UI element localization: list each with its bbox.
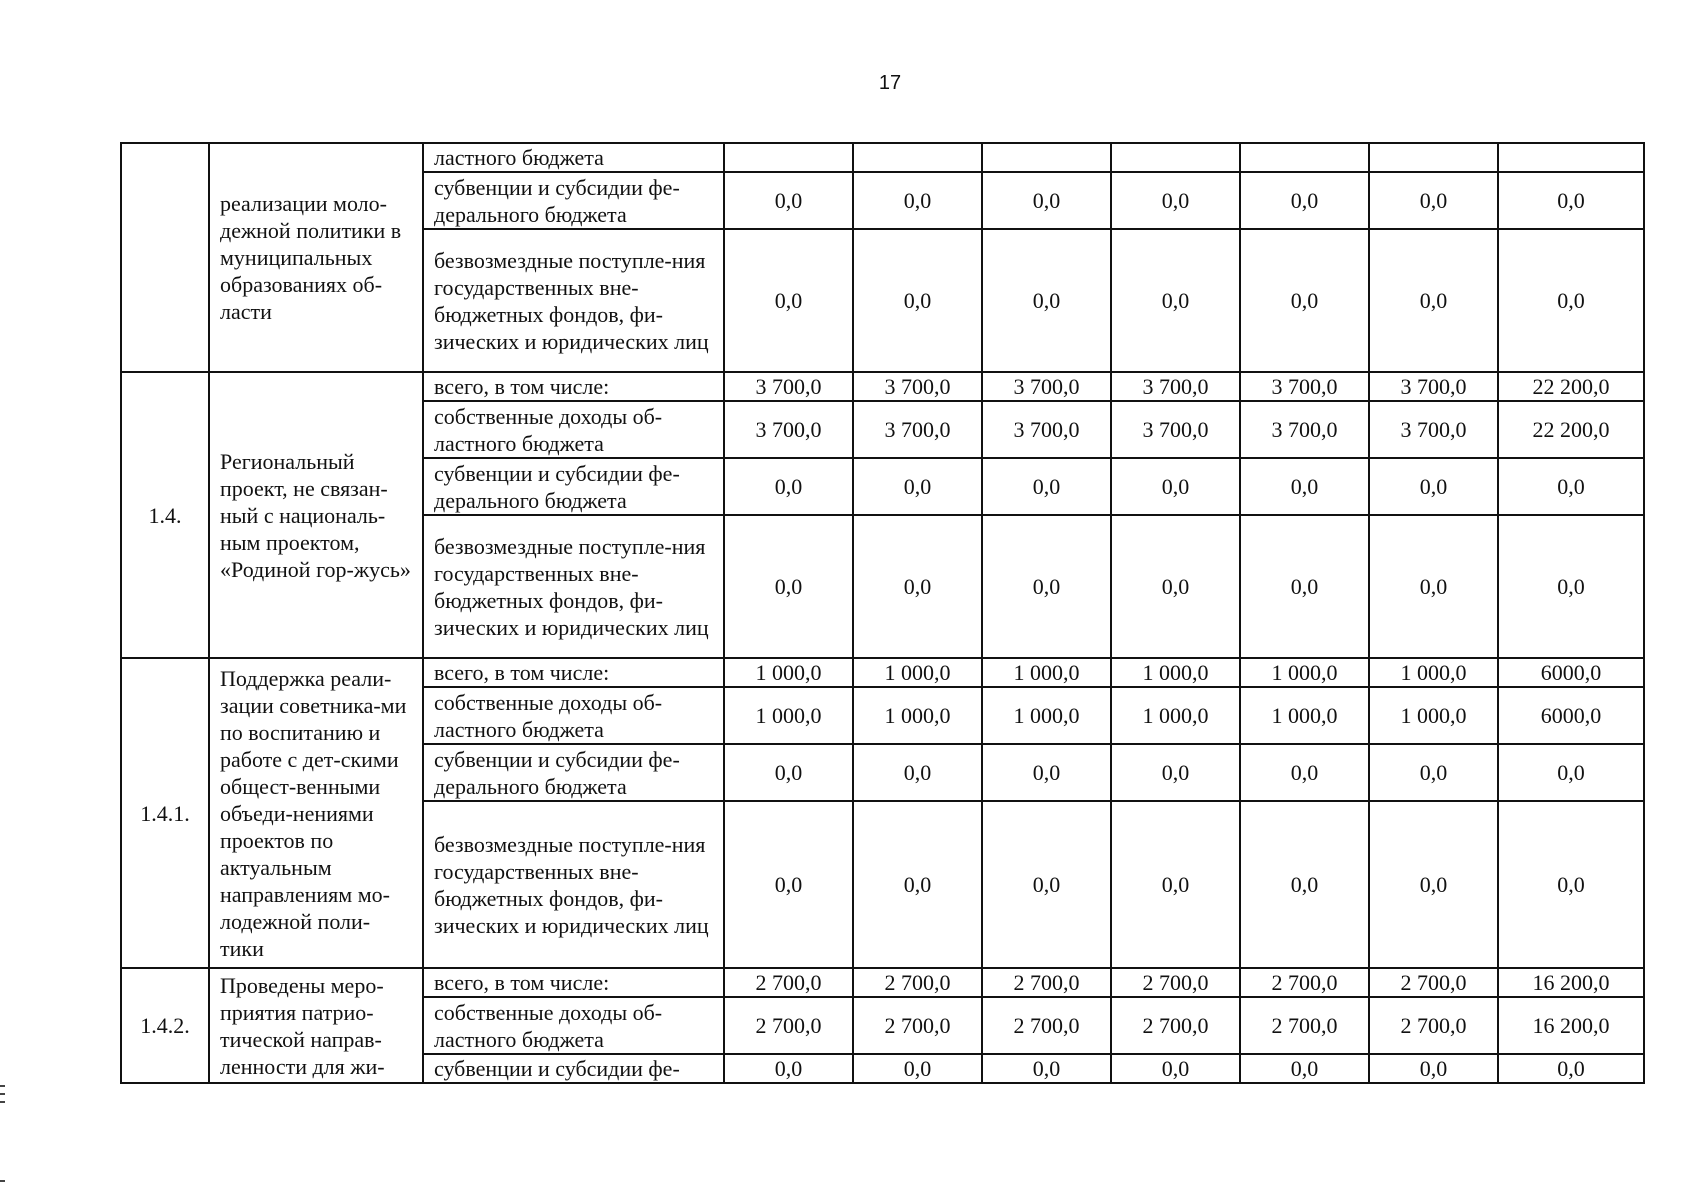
value-cell: 0,0	[1240, 458, 1369, 515]
value-cell: 3 700,0	[1111, 372, 1240, 401]
value-cell: 0,0	[982, 458, 1111, 515]
value-cell: 0,0	[1111, 458, 1240, 515]
event-name: реализации моло-дежной политики в муниципальных образованиях об-ласти	[209, 143, 423, 372]
row-number: 1.4.	[121, 372, 209, 658]
value-cell: 0,0	[1369, 172, 1498, 229]
value-cell: 0,0	[724, 801, 853, 968]
value-cell: 6000,0	[1498, 687, 1644, 744]
row-number	[121, 143, 209, 372]
value-cell	[1111, 143, 1240, 172]
value-cell: 2 700,0	[724, 968, 853, 997]
value-cell: 0,0	[1111, 744, 1240, 801]
value-cell: 0,0	[982, 172, 1111, 229]
value-cell: 2 700,0	[1369, 997, 1498, 1054]
funding-source: собственные доходы об-ластного бюджета	[423, 401, 724, 458]
scan-mark	[0, 1093, 5, 1095]
value-cell: 3 700,0	[1369, 401, 1498, 458]
scan-mark	[0, 1085, 5, 1087]
value-cell: 0,0	[1369, 229, 1498, 372]
funding-source: субвенции и субсидии фе-	[423, 1054, 724, 1083]
value-cell: 1 000,0	[1240, 658, 1369, 687]
funding-source: собственные доходы об-ластного бюджета	[423, 687, 724, 744]
value-cell: 0,0	[1240, 229, 1369, 372]
value-cell: 1 000,0	[1369, 687, 1498, 744]
value-cell: 2 700,0	[1240, 968, 1369, 997]
funding-source: субвенции и субсидии фе-дерального бюджета	[423, 458, 724, 515]
funding-source: ластного бюджета	[423, 143, 724, 172]
page-number: 17	[878, 72, 902, 94]
funding-source: всего, в том числе:	[423, 372, 724, 401]
value-cell: 0,0	[1498, 1054, 1644, 1083]
funding-source: субвенции и субсидии фе-дерального бюджета	[423, 744, 724, 801]
value-cell: 0,0	[724, 744, 853, 801]
funding-source: всего, в том числе:	[423, 658, 724, 687]
value-cell: 3 700,0	[724, 372, 853, 401]
value-cell: 0,0	[1498, 172, 1644, 229]
value-cell: 0,0	[1498, 801, 1644, 968]
value-cell: 2 700,0	[1111, 968, 1240, 997]
value-cell: 0,0	[1240, 744, 1369, 801]
value-cell: 0,0	[1240, 1054, 1369, 1083]
value-cell: 0,0	[982, 229, 1111, 372]
value-cell: 0,0	[724, 458, 853, 515]
value-cell: 0,0	[853, 229, 982, 372]
value-cell: 0,0	[1498, 229, 1644, 372]
value-cell: 16 200,0	[1498, 997, 1644, 1054]
value-cell: 3 700,0	[982, 401, 1111, 458]
value-cell: 1 000,0	[1240, 687, 1369, 744]
scan-mark	[0, 1101, 5, 1103]
table-row	[121, 372, 1644, 401]
value-cell: 0,0	[982, 801, 1111, 968]
value-cell: 22 200,0	[1498, 401, 1644, 458]
value-cell	[724, 143, 853, 172]
value-cell: 1 000,0	[1111, 658, 1240, 687]
funding-source: собственные доходы об-ластного бюджета	[423, 997, 724, 1054]
funding-source: субвенции и субсидии фе-дерального бюджета	[423, 172, 724, 229]
value-cell: 0,0	[724, 1054, 853, 1083]
value-cell	[982, 143, 1111, 172]
value-cell	[853, 143, 982, 172]
funding-source: безвозмездные поступле-ния государственных вне-бюджетных фондов, фи-зических и юридических лиц	[423, 515, 724, 658]
value-cell: 0,0	[853, 172, 982, 229]
value-cell: 1 000,0	[853, 658, 982, 687]
value-cell: 0,0	[1369, 744, 1498, 801]
value-cell: 2 700,0	[982, 968, 1111, 997]
value-cell	[1498, 143, 1644, 172]
event-name: Региональный проект, не связан-ный с националь-ным проектом, «Родиной гор-жусь»	[209, 372, 423, 658]
value-cell: 0,0	[1111, 229, 1240, 372]
value-cell: 0,0	[853, 515, 982, 658]
value-cell: 0,0	[1111, 1054, 1240, 1083]
value-cell: 3 700,0	[1111, 401, 1240, 458]
value-cell: 0,0	[1498, 744, 1644, 801]
value-cell: 0,0	[1369, 801, 1498, 968]
value-cell: 3 700,0	[724, 401, 853, 458]
value-cell: 2 700,0	[853, 968, 982, 997]
value-cell: 1 000,0	[982, 658, 1111, 687]
value-cell: 0,0	[1240, 801, 1369, 968]
value-cell: 0,0	[1369, 515, 1498, 658]
budget-table	[120, 142, 1645, 1084]
value-cell: 0,0	[724, 229, 853, 372]
value-cell: 0,0	[1498, 458, 1644, 515]
event-name: Проведены меро-приятия патрио-тической направ-ленности для жи-	[209, 968, 423, 1083]
value-cell: 0,0	[1240, 172, 1369, 229]
value-cell: 22 200,0	[1498, 372, 1644, 401]
value-cell: 0,0	[1111, 172, 1240, 229]
value-cell: 0,0	[1369, 458, 1498, 515]
row-number: 1.4.2.	[121, 968, 209, 1083]
value-cell: 0,0	[1111, 515, 1240, 658]
value-cell: 0,0	[982, 515, 1111, 658]
value-cell: 2 700,0	[1240, 997, 1369, 1054]
value-cell: 1 000,0	[853, 687, 982, 744]
value-cell: 3 700,0	[982, 372, 1111, 401]
value-cell: 0,0	[982, 744, 1111, 801]
value-cell: 3 700,0	[853, 372, 982, 401]
value-cell: 0,0	[982, 1054, 1111, 1083]
value-cell: 0,0	[724, 172, 853, 229]
value-cell: 3 700,0	[1240, 372, 1369, 401]
value-cell	[1240, 143, 1369, 172]
funding-source: всего, в том числе:	[423, 968, 724, 997]
value-cell: 3 700,0	[853, 401, 982, 458]
table-row	[121, 658, 1644, 687]
funding-source: безвозмездные поступле-ния государственных вне-бюджетных фондов, фи-зических и юридических лиц	[423, 801, 724, 968]
value-cell: 0,0	[1111, 801, 1240, 968]
row-number: 1.4.1.	[121, 658, 209, 968]
value-cell: 0,0	[1240, 515, 1369, 658]
value-cell: 0,0	[853, 458, 982, 515]
value-cell: 0,0	[853, 744, 982, 801]
value-cell: 2 700,0	[1111, 997, 1240, 1054]
value-cell: 1 000,0	[1111, 687, 1240, 744]
value-cell: 0,0	[853, 801, 982, 968]
value-cell: 2 700,0	[724, 997, 853, 1054]
value-cell: 0,0	[1369, 1054, 1498, 1083]
event-name: Поддержка реали-зации советника-ми по воспитанию и работе с дет-скими общест-венными объеди-нениями проектов по актуальным направлениям мо-лодежной поли-тики	[209, 658, 423, 968]
scan-mark	[0, 1180, 5, 1182]
value-cell: 0,0	[724, 515, 853, 658]
table-row	[121, 143, 1644, 172]
value-cell: 1 000,0	[724, 687, 853, 744]
value-cell: 1 000,0	[982, 687, 1111, 744]
value-cell: 16 200,0	[1498, 968, 1644, 997]
value-cell: 3 700,0	[1240, 401, 1369, 458]
table-row	[121, 968, 1644, 997]
value-cell: 3 700,0	[1369, 372, 1498, 401]
value-cell: 2 700,0	[982, 997, 1111, 1054]
value-cell: 2 700,0	[853, 997, 982, 1054]
value-cell: 0,0	[853, 1054, 982, 1083]
value-cell: 0,0	[1498, 515, 1644, 658]
funding-source: безвозмездные поступле-ния государственных вне-бюджетных фондов, фи-зических и юридических лиц	[423, 229, 724, 372]
value-cell: 1 000,0	[1369, 658, 1498, 687]
value-cell	[1369, 143, 1498, 172]
value-cell: 1 000,0	[724, 658, 853, 687]
value-cell: 2 700,0	[1369, 968, 1498, 997]
value-cell: 6000,0	[1498, 658, 1644, 687]
